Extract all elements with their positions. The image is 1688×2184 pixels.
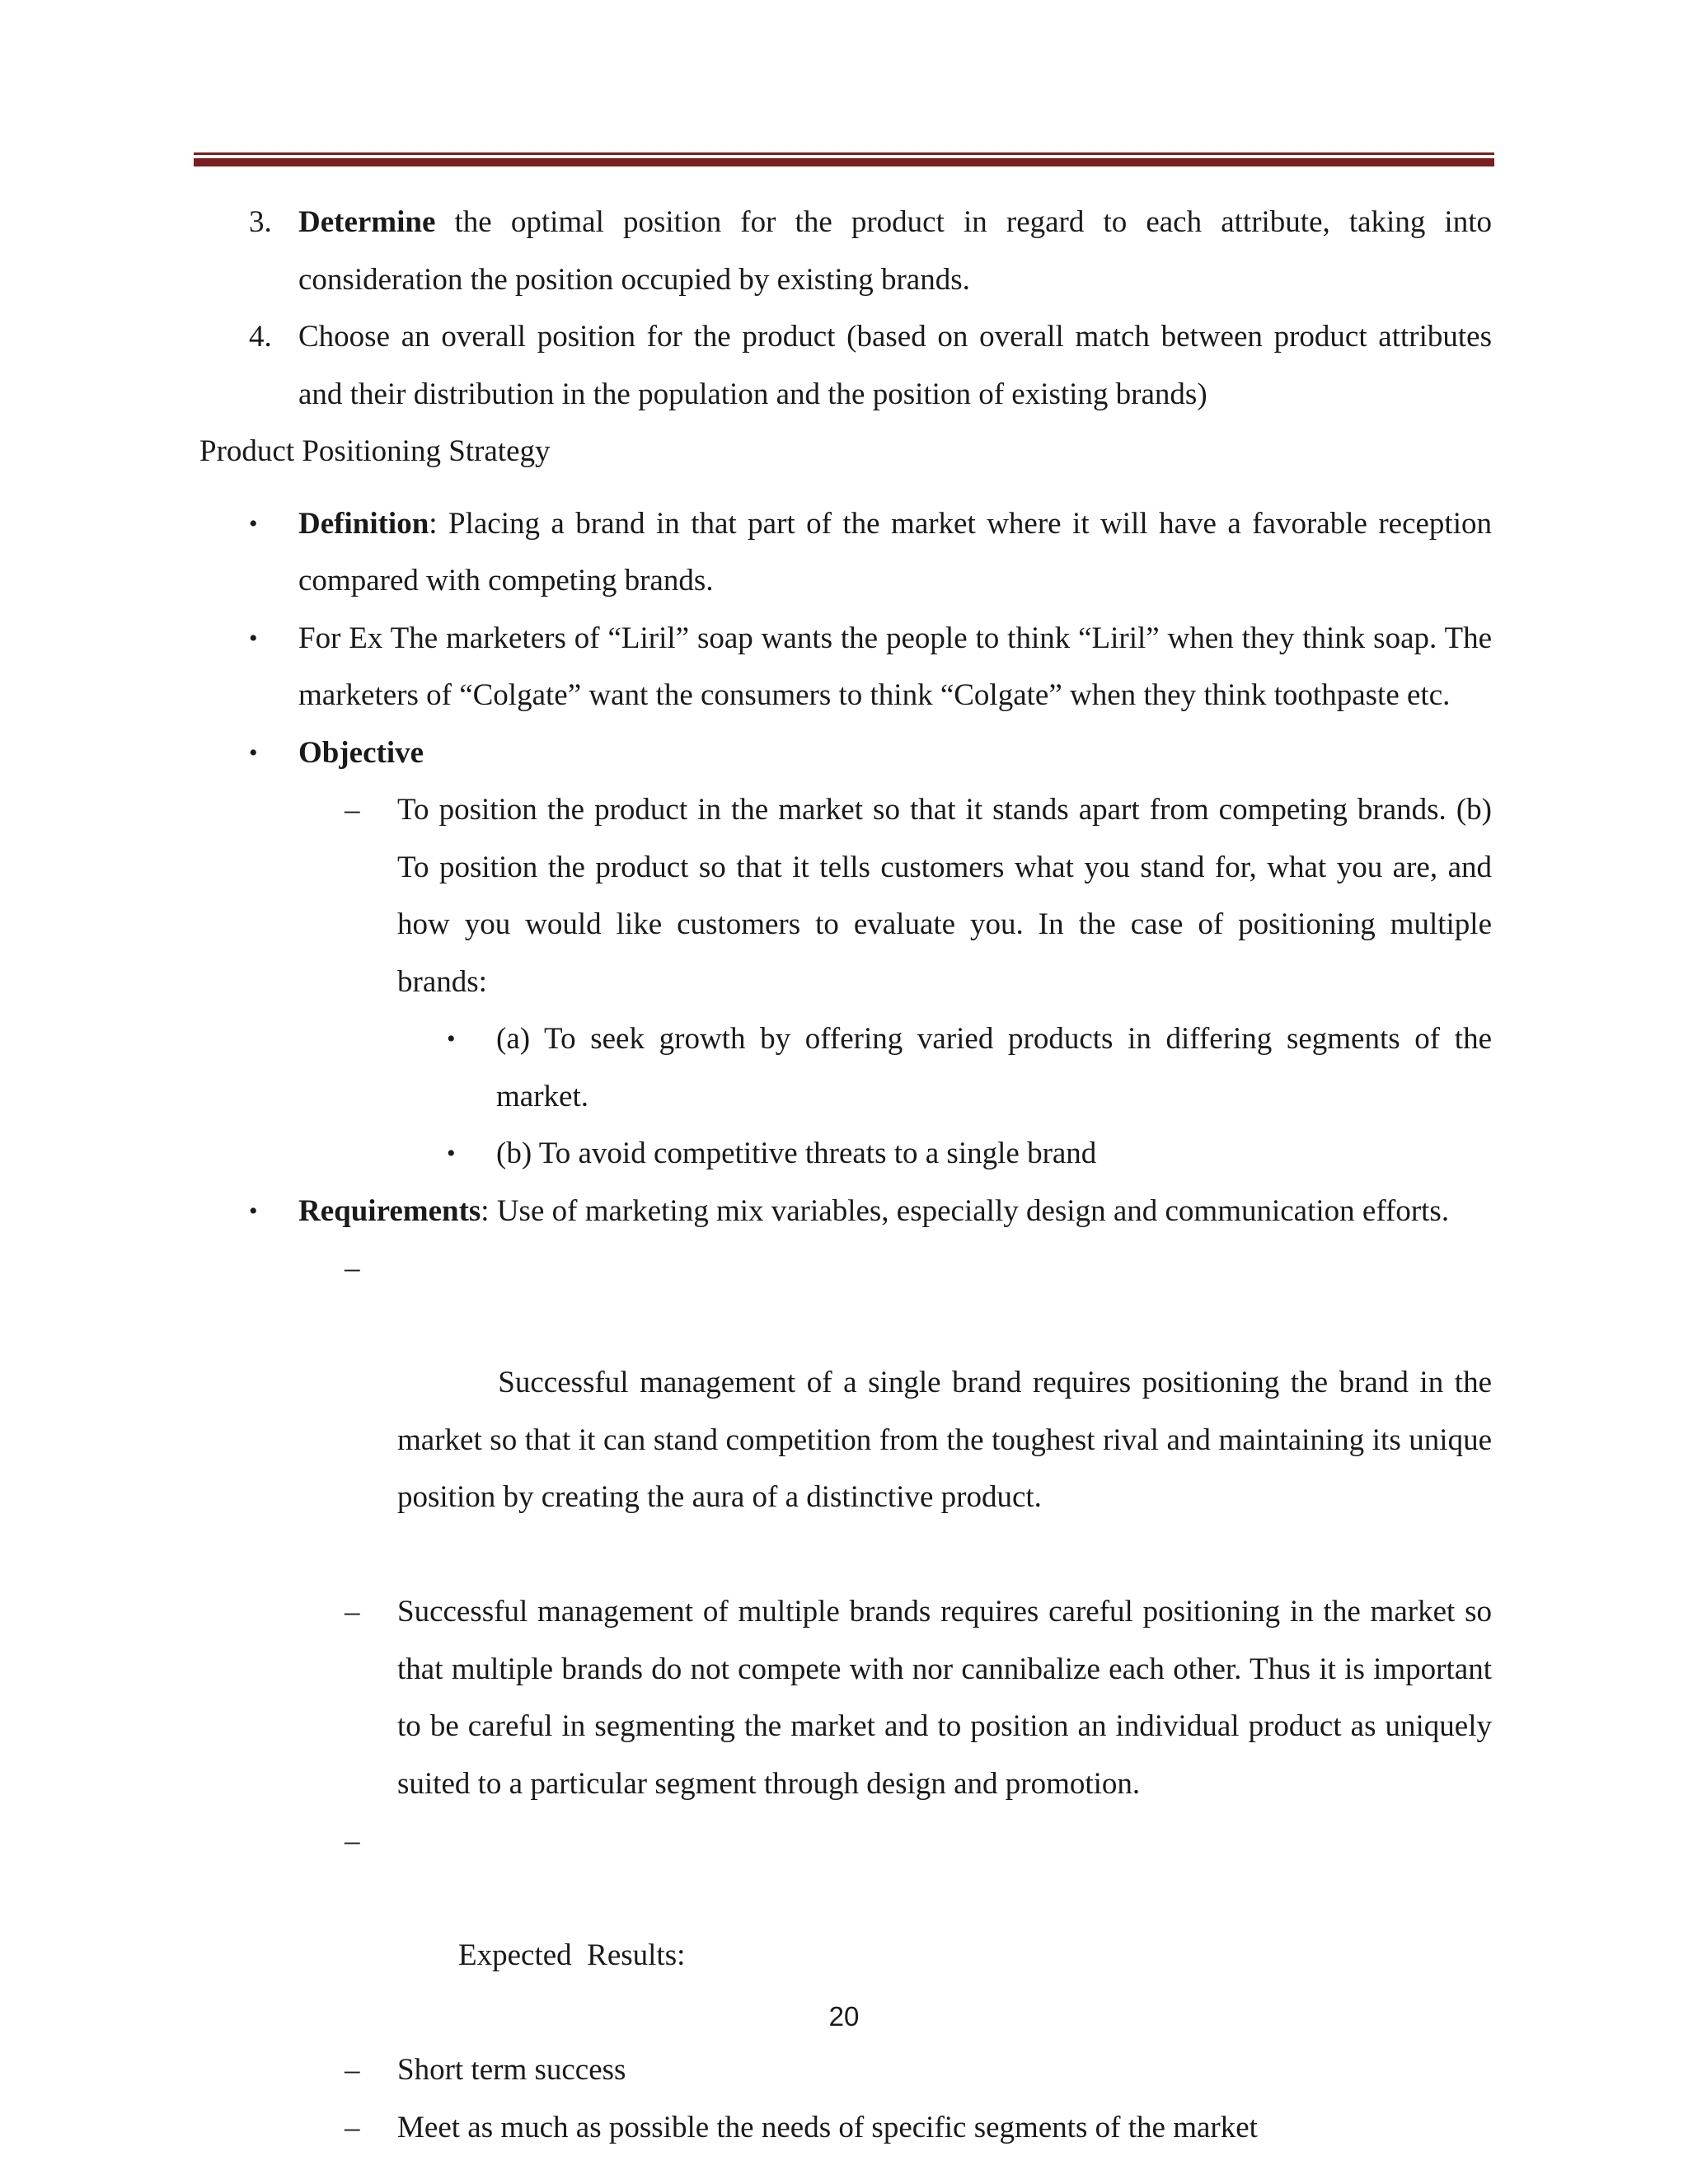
requirement-dash-text: Expected Results: bbox=[458, 1938, 686, 1972]
dash-marker: – bbox=[345, 793, 360, 827]
dash-item-requirement bbox=[198, 2099, 1492, 2157]
sub-bullet-text: (a) To seek growth by offering varied products in differing segments of the market. bbox=[496, 1022, 1492, 1113]
bullet-item-requirements bbox=[198, 1183, 1492, 1240]
bullet-list bbox=[198, 495, 1500, 2157]
dash-item-requirement bbox=[198, 1583, 1492, 1812]
objective-dash-text: To position the product in the market so that it stands apart from competing brands. (b) To position the product so that it tells customers what you stand for, what you are, and how you would like customers to evaluate you. In the case of positioning multiple brands: bbox=[397, 793, 1492, 999]
bullet-marker: • bbox=[249, 509, 258, 537]
item-number: 3. bbox=[249, 205, 272, 239]
header-rule-thick bbox=[194, 158, 1494, 166]
bullet-item-objective bbox=[198, 724, 1492, 782]
dash-marker: – bbox=[345, 1595, 360, 1629]
dash-marker: – bbox=[345, 2110, 360, 2144]
numbered-item bbox=[198, 308, 1492, 423]
dash-item-requirement bbox=[198, 1240, 1500, 1583]
item-bold-lead: Determine bbox=[298, 205, 436, 239]
page-content bbox=[198, 194, 1500, 2156]
requirement-dash-text: Meet as much as possible the needs of specific segments of the market bbox=[397, 2110, 1258, 2144]
sub-bullet-item bbox=[198, 1010, 1492, 1125]
numbered-item bbox=[198, 194, 1492, 308]
definition-lead: Definition bbox=[298, 506, 429, 541]
requirement-dash-text: Successful management of multiple brands requires careful positioning in the market so that multiple brands do not compete with nor cannibalize each other. Thus it is important to be careful in segmenting the market and to position an individual product as uniquely suited to a particular segment through design and promotion. bbox=[397, 1595, 1492, 1801]
example-text: For Ex The marketers of “Liril” soap wants the people to think “Liril” when they think soap. The marketers of “Colgate” want the consumers to think “Colgate” when they think toothpaste etc. bbox=[298, 621, 1492, 712]
definition-text: : Placing a brand in that part of the market where it will have a favorable reception compared with competing brands. bbox=[298, 506, 1492, 598]
objective-lead: Objective bbox=[298, 735, 424, 770]
item-text: the optimal position for the product in regard to each attribute, taking into consideration the position occupied by existing brands. bbox=[298, 205, 1492, 297]
header-rule-thin bbox=[194, 152, 1494, 155]
dash-marker: – bbox=[345, 1251, 360, 1285]
bullet-marker: • bbox=[249, 1197, 258, 1225]
item-number: 4. bbox=[249, 320, 272, 354]
page-number: 20 bbox=[828, 2001, 860, 2032]
bullet-item-definition bbox=[198, 495, 1492, 610]
bullet-marker: • bbox=[249, 738, 258, 766]
requirement-dash-text: Successful management of a single brand requires positioning the brand in the market so that it can stand competition from the toughest rival and maintaining its unique position by creating the aura of a distinctive product. bbox=[397, 1366, 1500, 1514]
sub-bullet-item bbox=[198, 1125, 1492, 1183]
dash-item-objective bbox=[198, 781, 1492, 1010]
item-text: Choose an overall position for the product (based on overall match between product attributes and their distribution in the population and the position of existing brands) bbox=[298, 320, 1492, 411]
bullet-marker: • bbox=[249, 624, 258, 652]
dash-marker: – bbox=[345, 1824, 360, 1858]
requirements-text: : Use of marketing mix variables, especially design and communication efforts. bbox=[481, 1193, 1450, 1228]
section-title: Product Positioning Strategy bbox=[199, 434, 551, 468]
dash-marker: – bbox=[345, 2053, 360, 2087]
sub-bullet-text: (b) To avoid competitive threats to a single brand bbox=[496, 1137, 1097, 1170]
requirement-dash-text: Short term success bbox=[397, 2053, 626, 2087]
dash-item-requirement bbox=[198, 2041, 1492, 2099]
requirements-lead: Requirements bbox=[298, 1193, 481, 1228]
bullet-item-example bbox=[198, 610, 1492, 724]
bullet-marker: • bbox=[447, 1140, 456, 1167]
bullet-marker: • bbox=[447, 1025, 456, 1052]
